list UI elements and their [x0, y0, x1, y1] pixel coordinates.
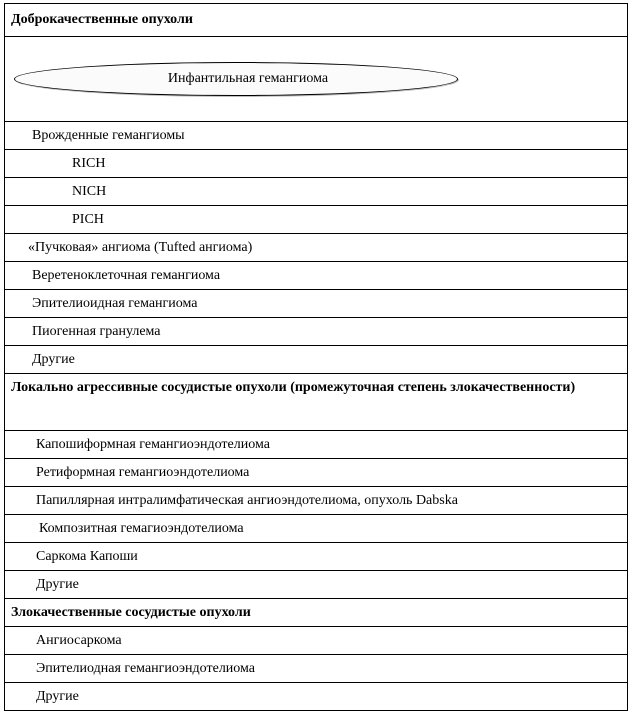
spindle-row: Веретеноклеточная гемангиома	[5, 261, 627, 289]
benign-other-row: Другие	[5, 345, 627, 373]
papillary-row: Папиллярная интралимфатическая ангиоэндотелиома, опухоль Dabska	[5, 486, 627, 514]
kaposiform-row: Капошиформная гемангиоэндотелиома	[5, 430, 627, 458]
tufted-row: «Пучковая» ангиома (Tufted ангиома)	[5, 233, 627, 261]
epithelioid-he-row: Эпителиодная гемангиоэндотелиома	[5, 654, 627, 682]
intermediate-header: Локально агрессивные сосудистые опухоли (промежуточная степень злокачественности)	[5, 373, 627, 430]
malignant-header: Злокачественные сосудистые опухоли	[5, 598, 627, 626]
vascular-tumor-classification-table	[4, 3, 628, 711]
nich-row: NICH	[5, 177, 627, 205]
rich-row: RICH	[5, 149, 627, 177]
pyogenic-row: Пиогенная гранулема	[5, 317, 627, 345]
infantile-oval	[14, 62, 458, 96]
composite-row: Композитная гемагиоэндотелиома	[5, 514, 627, 542]
congenital-row: Врожденные гемангиомы	[5, 121, 627, 149]
infantile-label: Инфантильная гемангиома	[167, 71, 329, 86]
benign-header: Доброкачественные опухоли	[11, 12, 193, 27]
malignant-other-row: Другие	[5, 682, 627, 710]
infantile-row	[5, 36, 627, 121]
retiform-row: Ретиформная гемангиоэндотелиома	[5, 458, 627, 486]
pich-row: PICH	[5, 205, 627, 233]
intermediate-other-row: Другие	[5, 570, 627, 598]
kaposi-row: Саркома Капоши	[5, 542, 627, 570]
angiosarcoma-row: Ангиосаркома	[5, 626, 627, 654]
epithelioid-row: Эпителиоидная гемангиома	[5, 289, 627, 317]
